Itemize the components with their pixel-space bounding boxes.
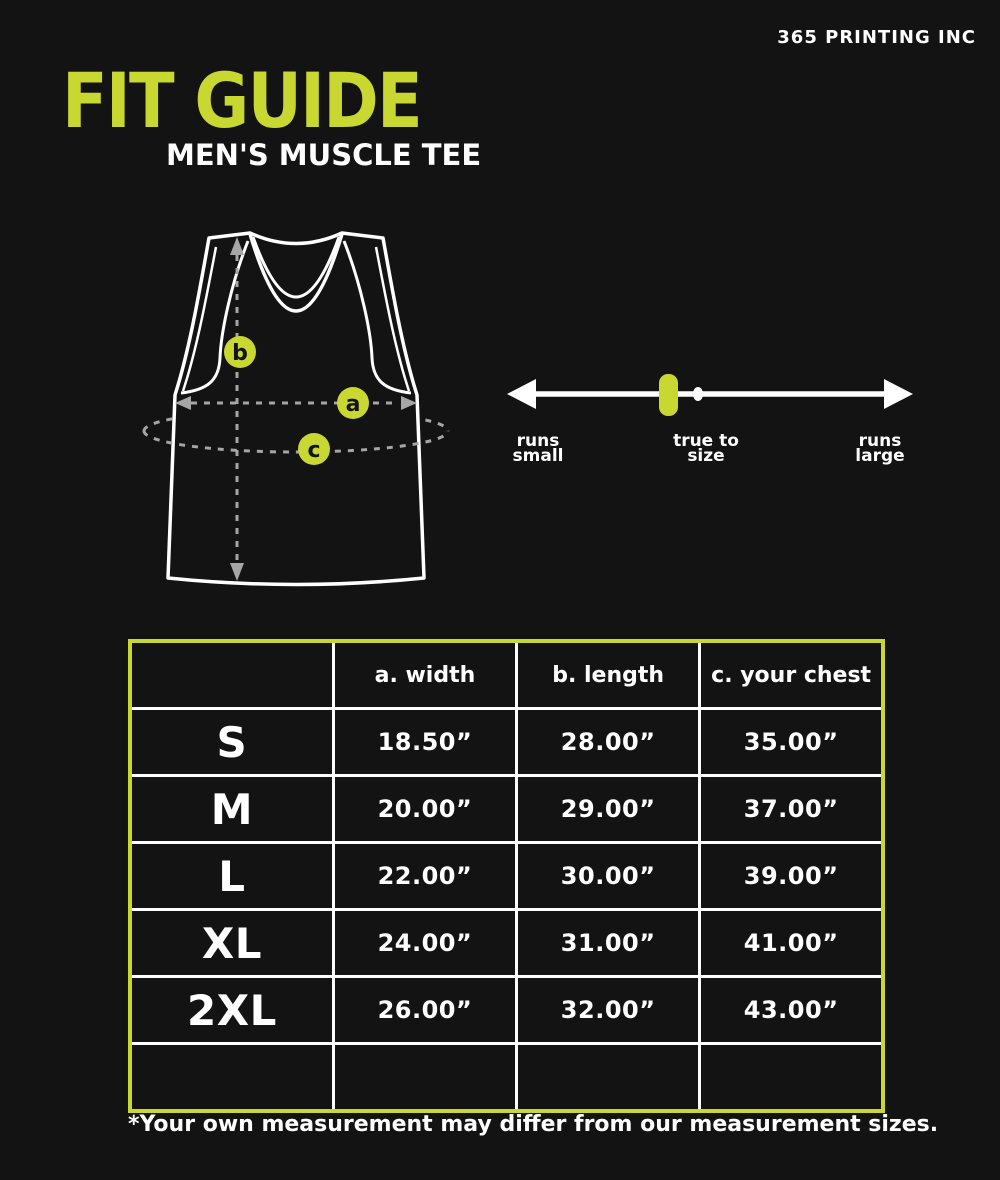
size-table: [128, 639, 885, 1113]
empty-cell: [700, 1044, 883, 1112]
length-cell: 30.00”: [517, 843, 700, 910]
fit-scale-right-arrow-icon: [884, 379, 913, 409]
fit-scale-left-arrow-icon: [507, 379, 536, 409]
fit-scale-label-runs-small: [483, 431, 593, 466]
header-length-cell: b. length: [517, 641, 700, 709]
width-cell: 22.00”: [333, 843, 516, 910]
fit-scale-label-runs-large: [825, 431, 935, 466]
fit-scale-marker: [659, 374, 678, 416]
brand: 365 PRINTING INC: [777, 27, 976, 48]
table-row: [130, 910, 883, 977]
empty-cell: [333, 1044, 516, 1112]
header-chest-cell: c. your chest: [700, 641, 883, 709]
table-header-row: [130, 641, 883, 709]
table-empty-row: [130, 1044, 883, 1112]
tee-outline: [168, 233, 424, 585]
fit-scale-label-true-to-size: [651, 431, 761, 466]
size-cell: 2XL: [130, 977, 333, 1044]
width-cell: 26.00”: [333, 977, 516, 1044]
footnote: *Your own measurement may differ from our measurement sizes.: [128, 1112, 939, 1137]
page-title: FIT GUIDE: [62, 56, 421, 145]
label-line: runs: [516, 431, 560, 451]
size-cell: M: [130, 776, 333, 843]
chest-cell: 35.00”: [700, 709, 883, 776]
length-cell: 31.00”: [517, 910, 700, 977]
width-cell: 20.00”: [333, 776, 516, 843]
marker-a-label: a: [345, 392, 361, 417]
table-row: [130, 843, 883, 910]
table-row: [130, 977, 883, 1044]
label-line: true to: [673, 431, 739, 451]
muscle-tee-diagram: [140, 225, 460, 593]
header-width-cell: a. width: [333, 641, 516, 709]
label-line: large: [855, 446, 905, 466]
length-cell: 28.00”: [517, 709, 700, 776]
marker-b-label: b: [232, 341, 248, 366]
length-cell: 29.00”: [517, 776, 700, 843]
table-row: [130, 709, 883, 776]
size-cell: XL: [130, 910, 333, 977]
table-row: [130, 776, 883, 843]
page-subtitle: MEN'S MUSCLE TEE: [166, 138, 482, 172]
empty-cell: [130, 1044, 333, 1112]
label-line: size: [687, 446, 725, 466]
chest-cell: 41.00”: [700, 910, 883, 977]
label-line: small: [512, 446, 564, 466]
size-cell: L: [130, 843, 333, 910]
header-size-cell: [130, 641, 333, 709]
length-cell: 32.00”: [517, 977, 700, 1044]
fit-scale-center-dot: [693, 387, 703, 401]
width-cell: 18.50”: [333, 709, 516, 776]
size-cell: S: [130, 709, 333, 776]
marker-c-label: c: [307, 438, 321, 463]
chest-cell: 39.00”: [700, 843, 883, 910]
chest-cell: 43.00”: [700, 977, 883, 1044]
chest-cell: 37.00”: [700, 776, 883, 843]
empty-cell: [517, 1044, 700, 1112]
label-line: runs: [858, 431, 902, 451]
width-cell: 24.00”: [333, 910, 516, 977]
